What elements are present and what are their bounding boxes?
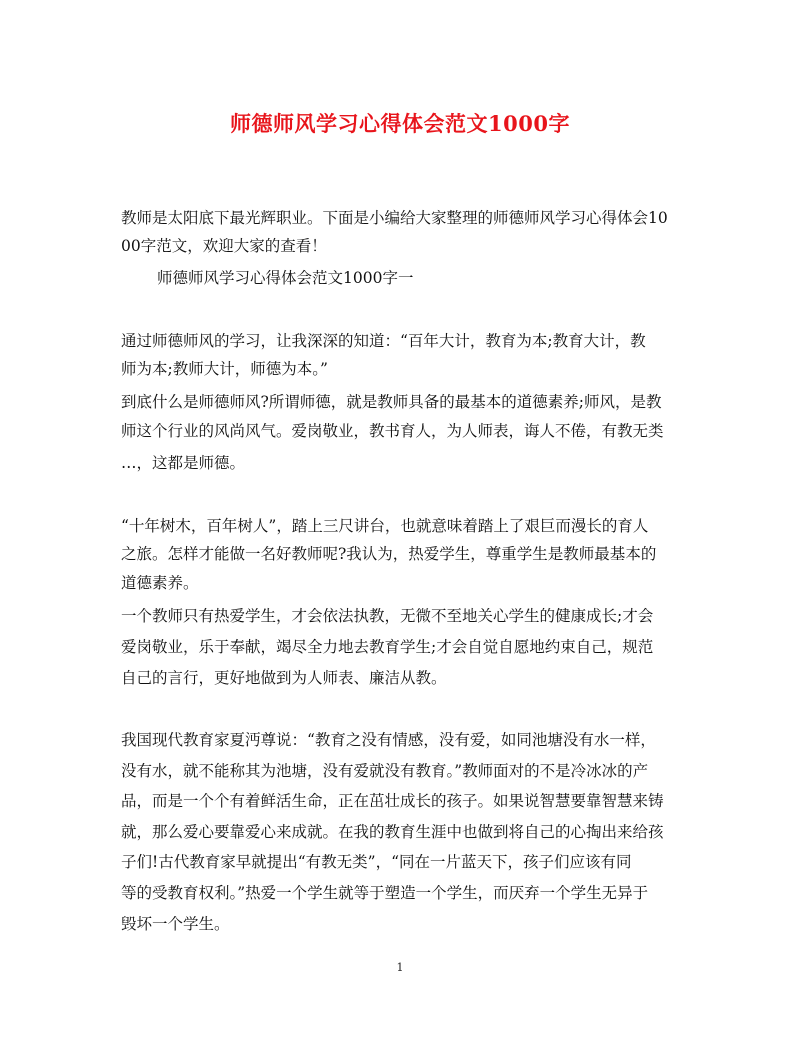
- paragraph-2-line-1: 到底什么是师德师风?所谓师德，就是教师具备的最基本的道德素养;师风，是教: [121, 393, 662, 411]
- document-title: 师德师风学习心得体会范文1000字: [230, 111, 570, 136]
- paragraph-3-line-1: “十年树木，百年树人”，踏上三尺讲台，也就意味着踏上了艰巨而漫长的育人: [121, 517, 649, 535]
- paragraph-5-line-3: 品，而是一个个有着鲜活生命，正在茁壮成长的孩子。如果说智慧要靠智慧来铸: [121, 792, 664, 810]
- paragraph-1-line-1: 通过师德师风的学习，让我深深的知道：“百年大计，教育为本;教育大计，教: [121, 332, 646, 350]
- paragraph-5-line-5: 子们!古代教育家早就提出“有教无类”，“同在一片蓝天下，孩子们应该有同: [121, 853, 632, 871]
- paragraph-5-line-2: 没有水，就不能称其为池塘，没有爱就没有教育。”教师面对的不是冷冰冰的产: [121, 762, 649, 780]
- section-heading: 师德师风学习心得体会范文1000字一: [157, 269, 414, 287]
- paragraph-5-line-7: 毁坏一个学生。: [121, 915, 230, 933]
- paragraph-2-line-2: 师这个行业的风尚风气。爱岗敬业，教书育人，为人师表，诲人不倦，有教无类: [121, 422, 664, 440]
- intro-line-1: 教师是太阳底下最光辉职业。下面是小编给大家整理的师德师风学习心得体会10: [121, 209, 668, 227]
- paragraph-4-line-2: 爱岗敬业，乐于奉献，竭尽全力地去教育学生;才会自觉自愿地约束自己，规范: [121, 638, 654, 656]
- intro-line-2: 00字范文，欢迎大家的查看！: [121, 237, 327, 255]
- paragraph-1-line-2: 师为本;教师大计，师德为本。”: [121, 360, 328, 378]
- paragraph-2-line-3: …，这都是师德。: [121, 454, 246, 472]
- paragraph-5-line-1: 我国现代教育家夏沔尊说：“教育之没有情感，没有爱，如同池塘没有水一样，: [121, 731, 656, 749]
- paragraph-5-line-4: 就，那么爱心要靠爱心来成就。在我的教育生涯中也做到将自己的心掏出来给孩: [121, 823, 664, 841]
- paragraph-3-line-2: 之旅。怎样才能做一名好教师呢?我认为，热爱学生，尊重学生是教师最基本的: [121, 545, 657, 563]
- paragraph-4-line-3: 自己的言行，更好地做到为人师表、廉洁从教。: [121, 669, 447, 687]
- paragraph-3-line-3: 道德素养。: [121, 574, 199, 592]
- paragraph-4-line-1: 一个教师只有热爱学生，才会依法执教，无微不至地关心学生的健康成长;才会: [121, 607, 654, 625]
- paragraph-5-line-6: 等的受教育权利。”热爱一个学生就等于塑造一个学生，而厌弃一个学生无异于: [121, 884, 649, 902]
- page-number: 1: [396, 961, 404, 974]
